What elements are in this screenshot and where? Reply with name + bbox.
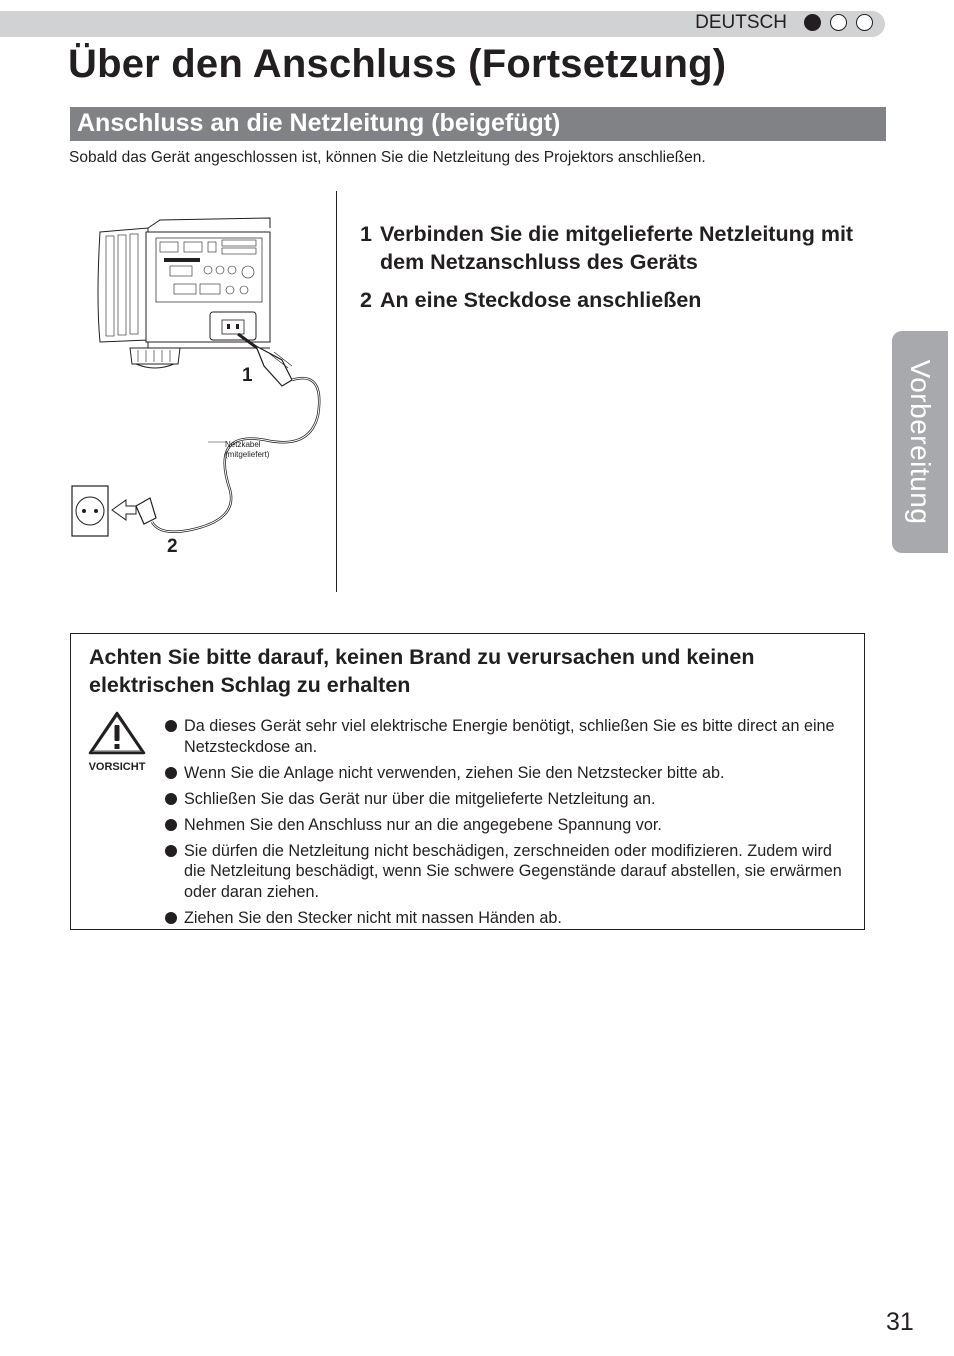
column-divider (336, 191, 337, 592)
caution-item: Da dieses Gerät sehr viel elektrische Energie benötigt, schließen Sie es bitte direct an eine Netzsteckdose an. (165, 716, 855, 757)
chapter-side-tab-label: Vorbereitung (905, 359, 936, 525)
caution-item: Wenn Sie die Anlage nicht verwenden, ziehen Sie den Netzstecker bitte ab. (165, 763, 855, 784)
cable-label-line2: (mitgeliefert) (225, 450, 270, 459)
step-list (360, 220, 860, 324)
projector-rear-panel-icon (98, 218, 270, 368)
section-header (70, 107, 886, 141)
caution-item: Sie dürfen die Netzleitung nicht beschädigen, zerschneiden oder modifizieren. Zudem wird die Netzleitung beschädigt, wenn Sie schwere Gegenstände darauf abstellen, sie erwärmen oder daran ziehen. (165, 841, 855, 903)
step-item (360, 286, 860, 314)
step-text: Verbinden Sie die mitgelieferte Netzleitung mit dem Netzanschluss des Geräts (380, 222, 854, 274)
caution-list (165, 716, 855, 934)
warning-symbol (87, 710, 147, 773)
step-item (360, 220, 860, 276)
language-indicator (804, 14, 873, 31)
warning-triangle-icon (87, 710, 147, 756)
indicator-dot-filled (804, 14, 821, 31)
callout-2: 2 (167, 536, 178, 557)
page-number: 31 (886, 1308, 914, 1336)
indicator-dot-empty (830, 14, 847, 31)
intro-text: Sobald das Gerät angeschlossen ist, können Sie die Netzleitung des Projektors anschließen. (69, 149, 706, 166)
cable-label-line1: Netzkabel (225, 440, 261, 449)
caution-title: Achten Sie bitte darauf, keinen Brand zu verursachen und keinen elektrischen Schlag zu erhalten (89, 645, 755, 697)
caution-box (70, 633, 865, 930)
caution-item: Schließen Sie das Gerät nur über die mitgelieferte Netzleitung an. (165, 789, 855, 810)
indicator-dot-empty (856, 14, 873, 31)
caution-item: Ziehen Sie den Stecker nicht mit nassen Händen ab. (165, 908, 855, 929)
insert-arrow-icon (112, 500, 136, 520)
callout-1: 1 (242, 365, 253, 386)
warning-label: VORSICHT (88, 761, 146, 773)
connection-diagram (60, 200, 340, 570)
step-number: 1 (360, 222, 372, 246)
connection-illustration (60, 200, 340, 570)
chapter-side-tab (892, 331, 948, 553)
section-title: Anschluss an die Netzleitung (beigefügt) (77, 109, 561, 137)
step-number: 2 (360, 288, 372, 312)
language-bar (0, 11, 885, 37)
caution-item: Nehmen Sie den Anschluss nur an die angegebene Spannung vor. (165, 815, 855, 836)
page-title: Über den Anschluss (Fortsetzung) (68, 42, 727, 86)
language-label: DEUTSCH (695, 12, 787, 33)
step-text: An eine Steckdose anschließen (380, 288, 702, 312)
wall-socket-icon (72, 486, 108, 536)
